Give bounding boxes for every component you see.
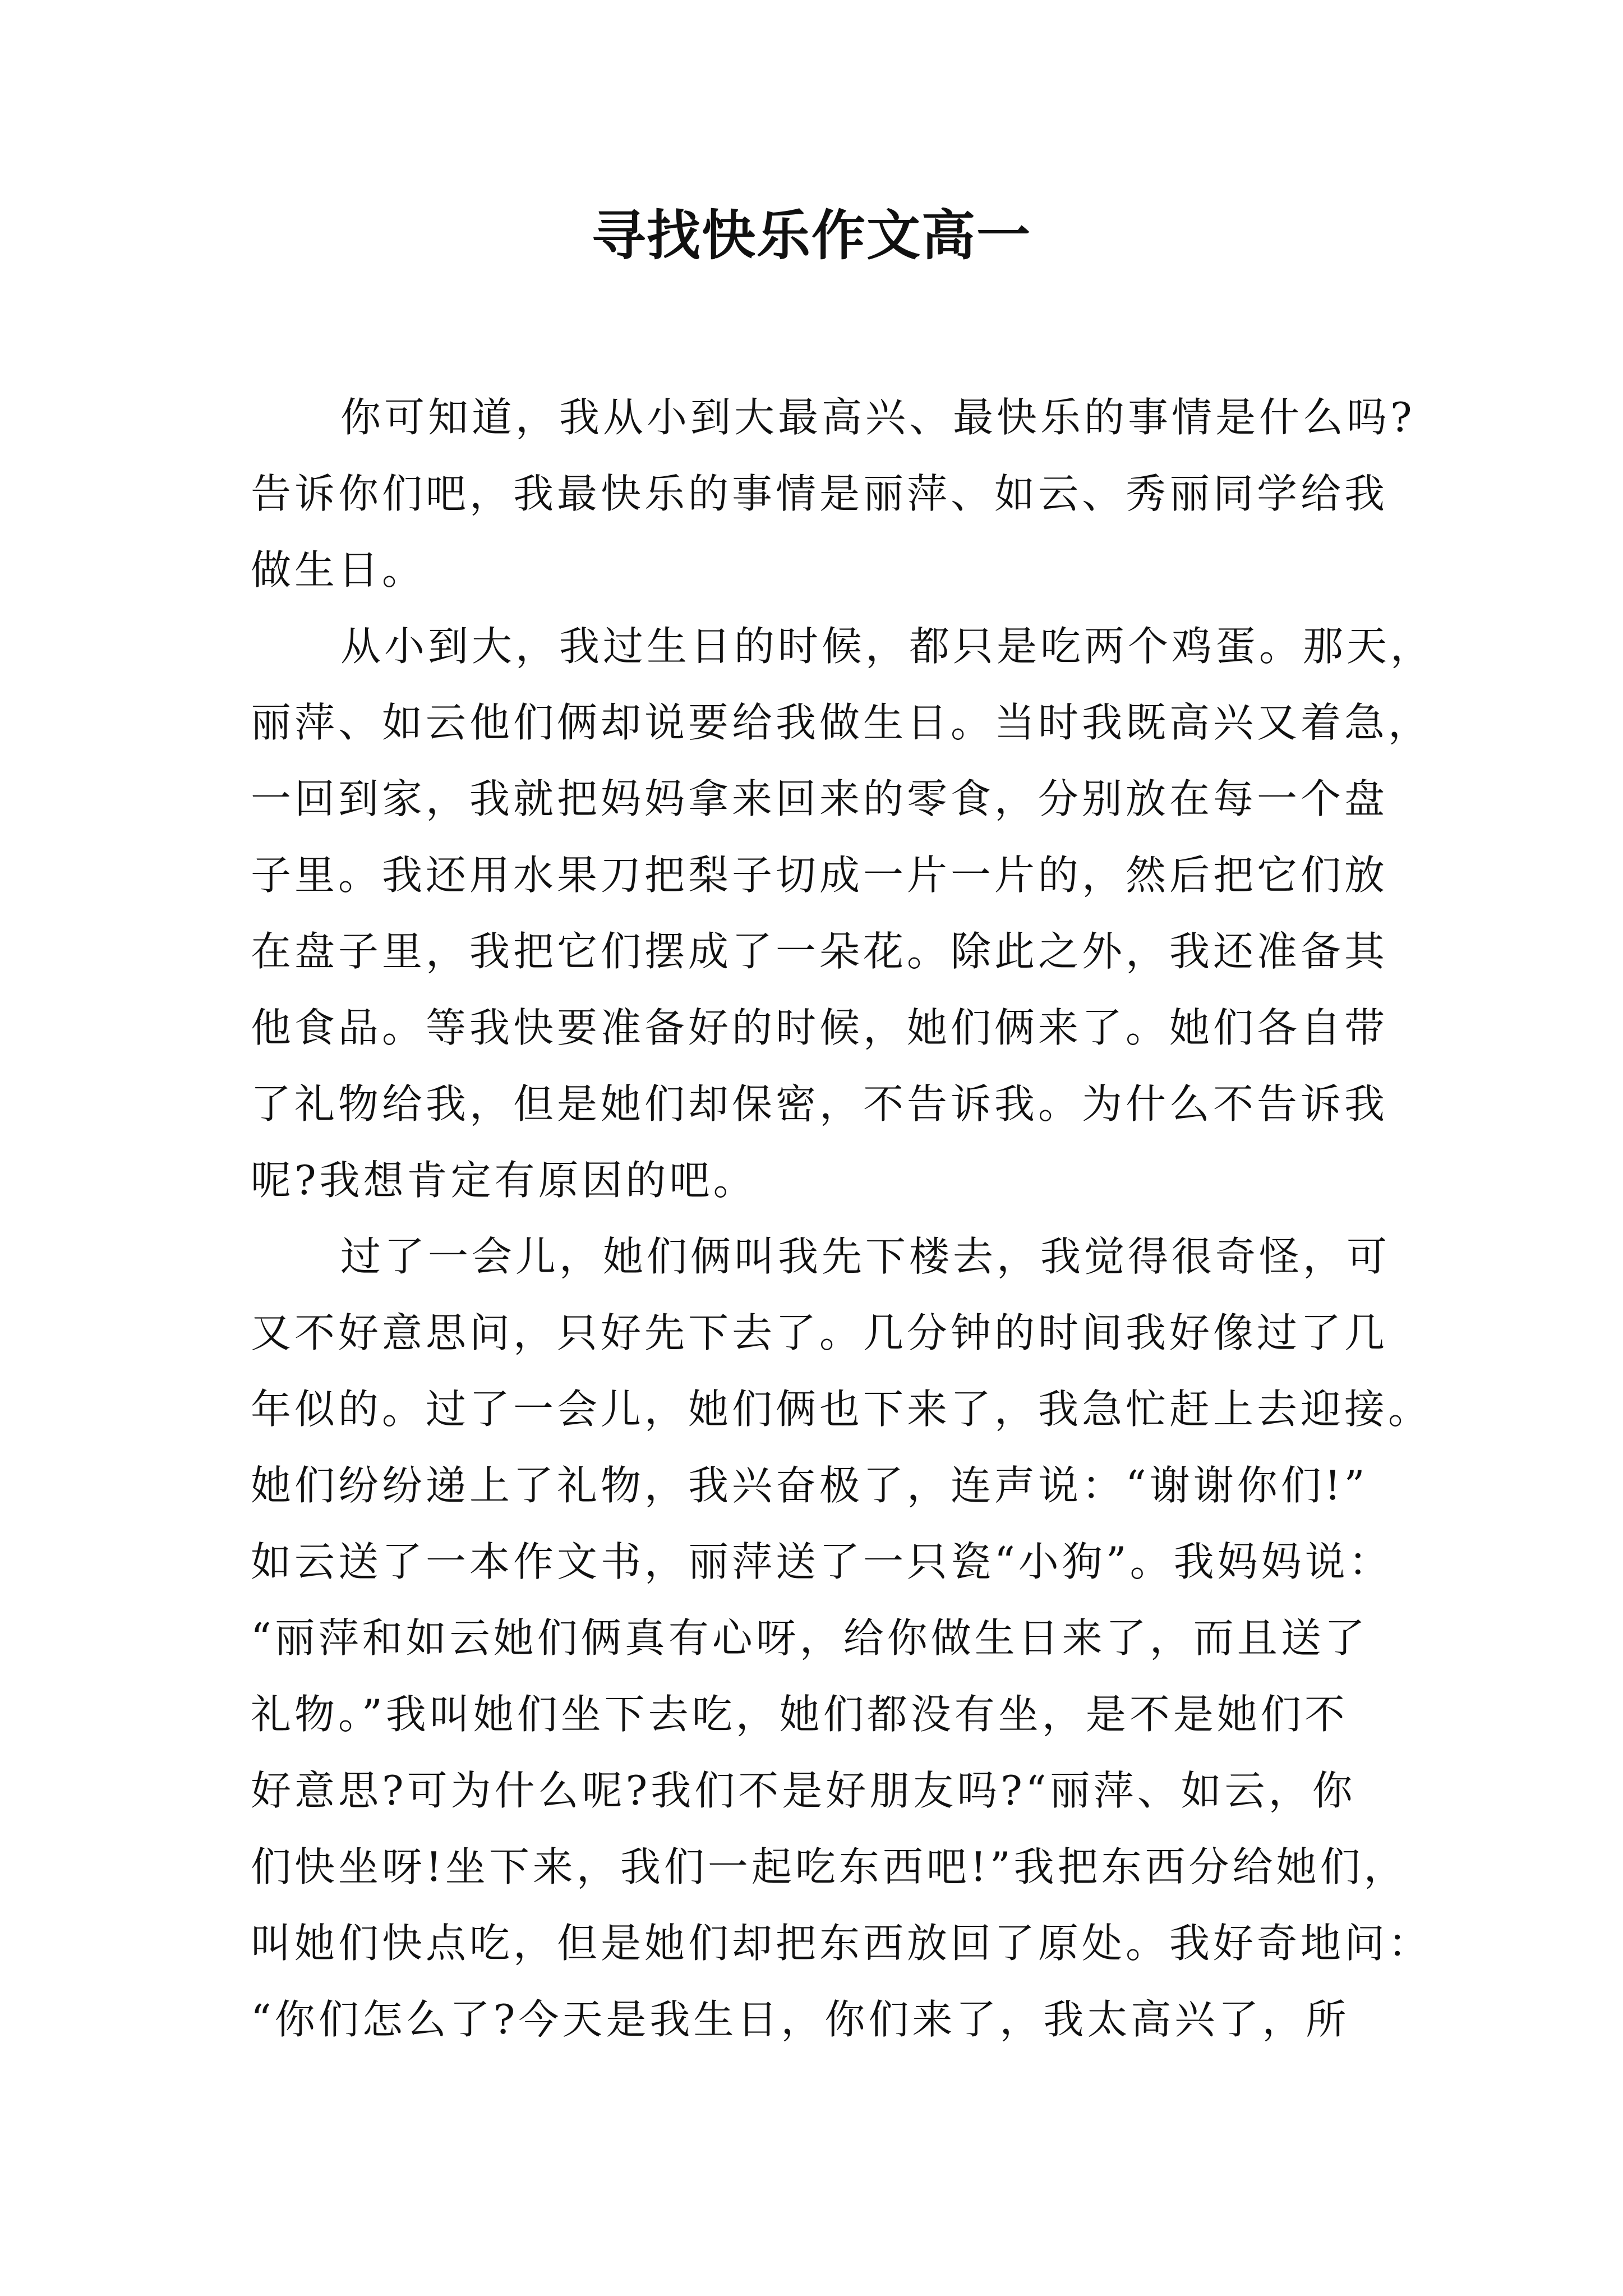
paragraph-1-line-1: 你可知道，我从小到大最高兴、最快乐的事情是什么吗? (340, 394, 1415, 441)
paragraph-2-line-5: 在盘子里，我把它们摆成了一朵花。除此之外，我还准备其 (251, 928, 1389, 975)
paragraph-2-line-3: 一回到家，我就把妈妈拿来回来的零食，分别放在每一个盘 (251, 775, 1389, 822)
paragraph-3-line-11: “你们怎么了?今天是我生日，你们来了，我太高兴了，所 (251, 1996, 1350, 2043)
paragraph-3-line-8: 好意思?可为什么呢?我们不是好朋友吗?“丽萍、如云，你 (251, 1767, 1356, 1814)
paragraph-2-line-6: 他食品。等我快要准备好的时候，她们俩来了。她们各自带 (251, 1004, 1389, 1051)
paragraph-3-line-1: 过了一会儿，她们俩叫我先下楼去，我觉得很奇怪，可 (340, 1233, 1391, 1280)
paragraph-3-line-6: “丽萍和如云她们俩真有心呀，给你做生日来了，而且送了 (251, 1614, 1368, 1662)
paragraph-3-line-7: 礼物。”我叫她们坐下去吃，她们都没有坐，是不是她们不 (251, 1691, 1348, 1738)
paragraph-1-line-2: 告诉你们吧，我最快乐的事情是丽萍、如云、秀丽同学给我 (251, 470, 1389, 517)
paragraph-3-line-9: 们快坐呀!坐下来，我们一起吃东西吧!”我把东西分给她们， (251, 1843, 1408, 1890)
paragraph-2-line-7: 了礼物给我，但是她们却保密，不告诉我。为什么不告诉我 (251, 1080, 1389, 1128)
paragraph-2-line-1: 从小到大，我过生日的时候，都只是吃两个鸡蛋。那天， (340, 623, 1435, 670)
paragraph-2-line-4: 子里。我还用水果刀把梨子切成一片一片的，然后把它们放 (251, 852, 1389, 899)
paragraph-1-line-3: 做生日。 (251, 546, 426, 593)
paragraph-3-line-10: 叫她们快点吃，但是她们却把东西放回了原处。我好奇地问： (251, 1920, 1432, 1967)
paragraph-2-line-2: 丽萍、如云他们俩却说要给我做生日。当时我既高兴又着急， (251, 699, 1432, 746)
paragraph-3-line-4: 她们纷纷递上了礼物，我兴奋极了，连声说：“谢谢你们!” (251, 1462, 1368, 1509)
document-body (251, 379, 1435, 2058)
paragraph-3-line-2: 又不好意思问，只好先下去了。几分钟的时间我好像过了几 (251, 1309, 1389, 1356)
paragraph-3-line-3: 年似的。过了一会儿，她们俩也下来了，我急忙赶上去迎接。 (251, 1386, 1432, 1433)
paragraph-3-line-5: 如云送了一本作文书，丽萍送了一只瓷“小狗”。我妈妈说： (251, 1538, 1393, 1585)
document-title: 寻找快乐作文高一 (592, 204, 1031, 267)
paragraph-2-line-8: 呢?我想肯定有原因的吧。 (251, 1157, 757, 1204)
